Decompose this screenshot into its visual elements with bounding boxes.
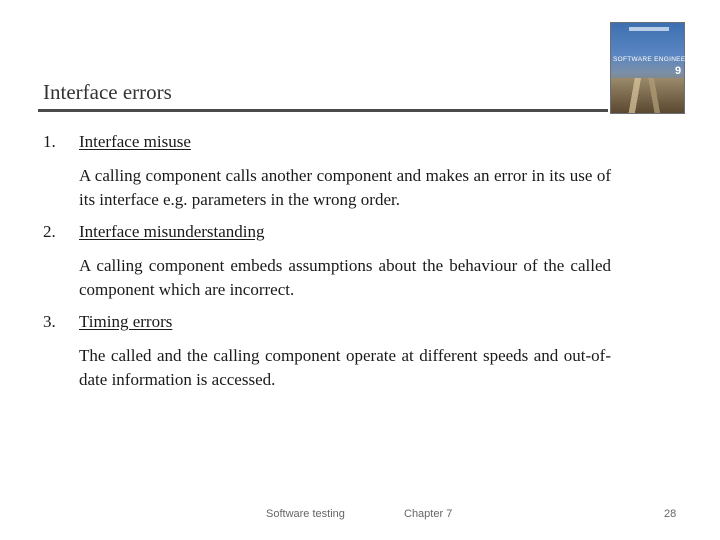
item-number: 1.	[43, 132, 56, 151]
item-description-1: A calling component calls another component and makes an error in its use of its interface e.g. parameters in the wrong order.	[79, 166, 611, 209]
item-number: 2.	[43, 222, 56, 241]
slide-title: Interface errors	[43, 80, 172, 104]
book-cover-image	[610, 22, 703, 114]
item-heading: Timing errors	[79, 312, 173, 331]
page-number: 28	[664, 508, 677, 520]
item-heading: Interface misunderstanding	[79, 222, 265, 241]
footer-center: Chapter 7	[404, 508, 453, 520]
cover-author-band	[629, 27, 669, 31]
item-number: 3.	[43, 312, 56, 331]
cover-photo	[611, 78, 684, 113]
footer-left: Software testing	[266, 508, 345, 520]
item-description-3: The called and the calling component operate at different speeds and out-of-date information is accessed.	[79, 346, 611, 389]
title-divider	[38, 109, 608, 112]
item-heading: Interface misuse	[79, 132, 191, 151]
cover-edition: 9	[675, 65, 682, 77]
cover-title: SOFTWARE ENGINEERING	[613, 56, 703, 63]
item-description-2: A calling component embeds assumptions about the behaviour of the called component which are incorrect.	[79, 256, 611, 299]
